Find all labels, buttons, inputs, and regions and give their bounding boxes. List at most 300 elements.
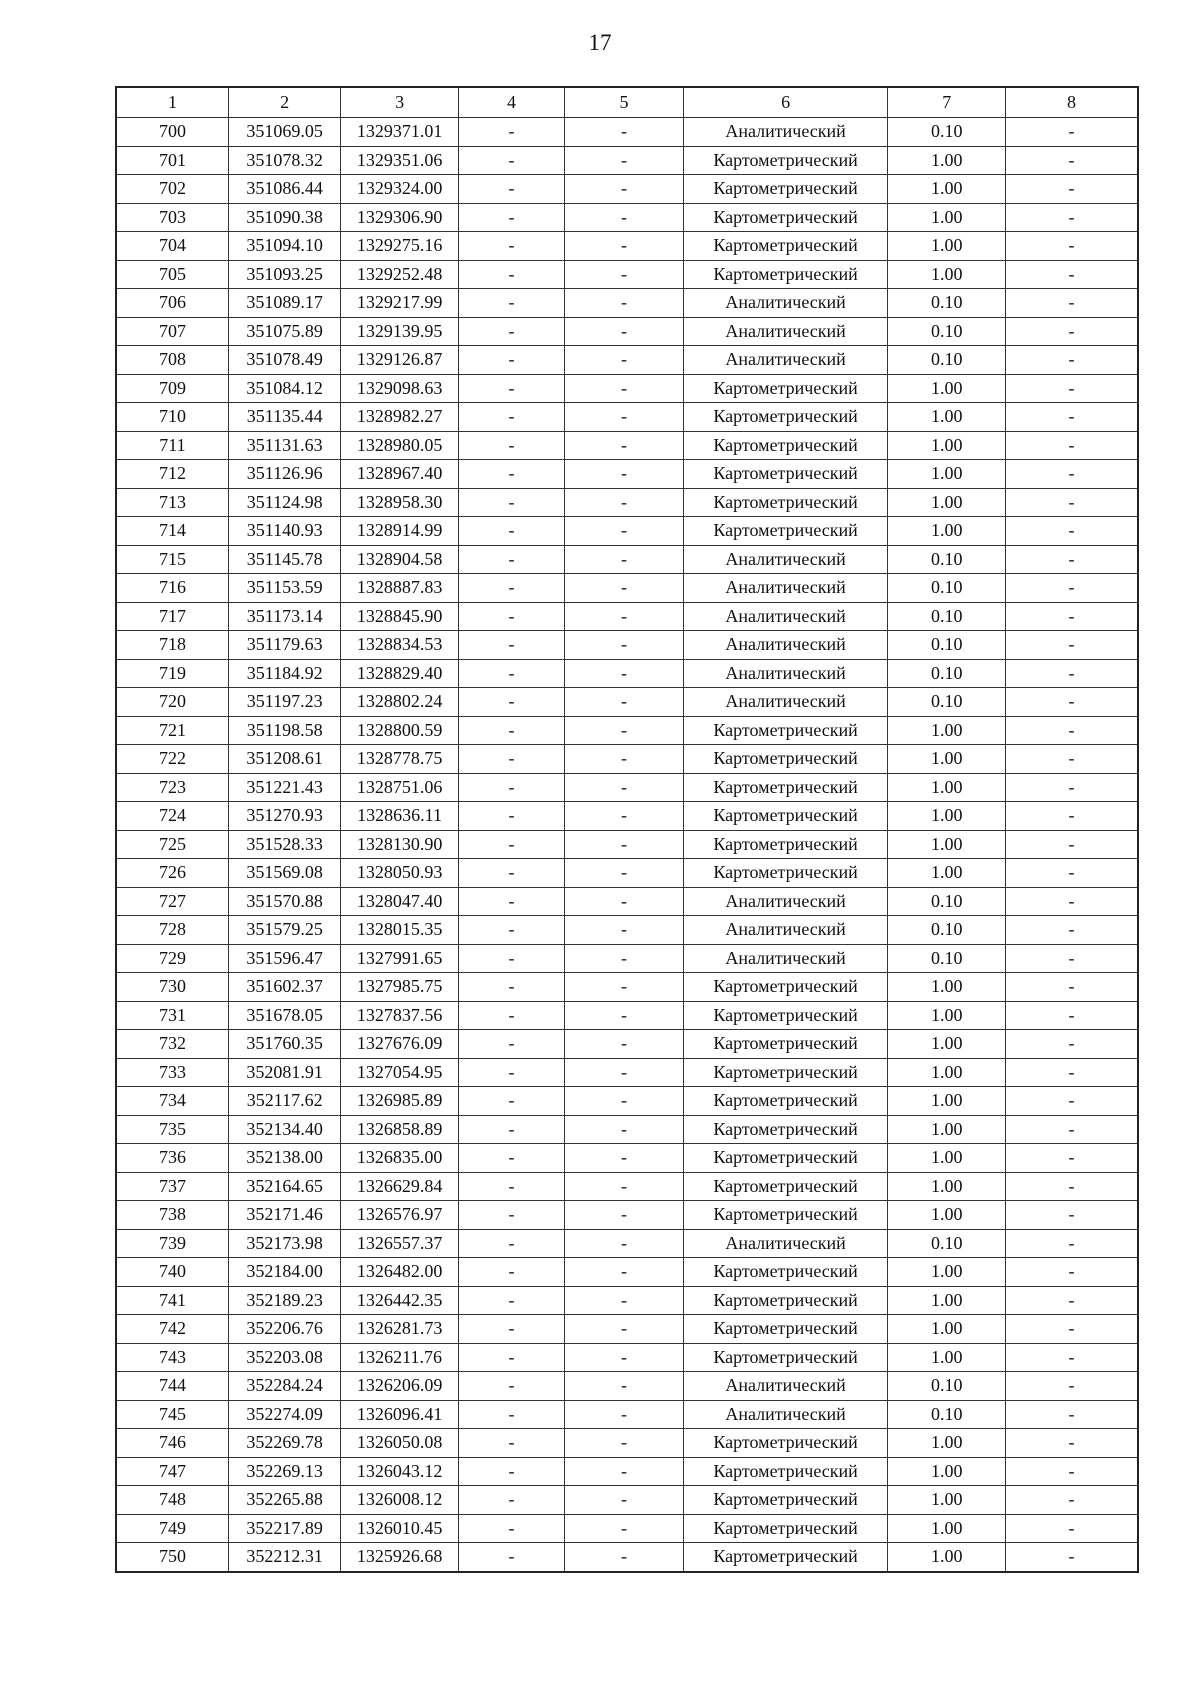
column-8-cell: -: [1005, 175, 1138, 204]
point-number-cell: 750: [116, 1543, 228, 1572]
y-coordinate-cell: 1329252.48: [341, 260, 458, 289]
column-5-cell: -: [565, 175, 683, 204]
method-cell: Картометрический: [683, 1058, 888, 1087]
column-8-cell: -: [1005, 346, 1138, 375]
column-4-cell: -: [458, 1229, 564, 1258]
x-coordinate-cell: 351208.61: [228, 745, 340, 774]
table-row: [116, 346, 1138, 375]
point-number-cell: 731: [116, 1001, 228, 1030]
x-coordinate-cell: 351131.63: [228, 431, 340, 460]
column-5-cell: -: [565, 944, 683, 973]
column-5-cell: -: [565, 1343, 683, 1372]
table-row: [116, 830, 1138, 859]
accuracy-cell: 1.00: [888, 260, 1005, 289]
accuracy-cell: 1.00: [888, 374, 1005, 403]
table-row: [116, 1286, 1138, 1315]
method-cell: Картометрический: [683, 1514, 888, 1543]
table-row: [116, 1343, 1138, 1372]
column-5-cell: -: [565, 830, 683, 859]
column-8-cell: -: [1005, 1486, 1138, 1515]
method-cell: Аналитический: [683, 602, 888, 631]
column-8-cell: -: [1005, 488, 1138, 517]
table-row: [116, 1429, 1138, 1458]
x-coordinate-cell: 351089.17: [228, 289, 340, 318]
column-header-2: 2: [228, 87, 340, 118]
table-row: [116, 118, 1138, 147]
column-4-cell: -: [458, 488, 564, 517]
table-row: [116, 1058, 1138, 1087]
y-coordinate-cell: 1326211.76: [341, 1343, 458, 1372]
column-8-cell: -: [1005, 1429, 1138, 1458]
column-8-cell: -: [1005, 659, 1138, 688]
column-5-cell: -: [565, 1457, 683, 1486]
method-cell: Картометрический: [683, 374, 888, 403]
column-8-cell: -: [1005, 1144, 1138, 1173]
accuracy-cell: 0.10: [888, 1372, 1005, 1401]
y-coordinate-cell: 1328800.59: [341, 716, 458, 745]
method-cell: Аналитический: [683, 574, 888, 603]
x-coordinate-cell: 352171.46: [228, 1201, 340, 1230]
column-4-cell: -: [458, 1457, 564, 1486]
column-8-cell: -: [1005, 1115, 1138, 1144]
x-coordinate-cell: 352184.00: [228, 1258, 340, 1287]
point-number-cell: 748: [116, 1486, 228, 1515]
accuracy-cell: 1.00: [888, 1201, 1005, 1230]
accuracy-cell: 0.10: [888, 887, 1005, 916]
point-number-cell: 709: [116, 374, 228, 403]
column-5-cell: -: [565, 1229, 683, 1258]
column-8-cell: -: [1005, 1543, 1138, 1572]
accuracy-cell: 1.00: [888, 1144, 1005, 1173]
y-coordinate-cell: 1328015.35: [341, 916, 458, 945]
column-5-cell: -: [565, 1429, 683, 1458]
x-coordinate-cell: 351579.25: [228, 916, 340, 945]
y-coordinate-cell: 1329217.99: [341, 289, 458, 318]
point-number-cell: 733: [116, 1058, 228, 1087]
accuracy-cell: 1.00: [888, 146, 1005, 175]
y-coordinate-cell: 1329324.00: [341, 175, 458, 204]
point-number-cell: 705: [116, 260, 228, 289]
column-8-cell: -: [1005, 574, 1138, 603]
point-number-cell: 724: [116, 802, 228, 831]
column-4-cell: -: [458, 1201, 564, 1230]
column-8-cell: -: [1005, 859, 1138, 888]
x-coordinate-cell: 351126.96: [228, 460, 340, 489]
column-4-cell: -: [458, 631, 564, 660]
point-number-cell: 712: [116, 460, 228, 489]
column-8-cell: -: [1005, 773, 1138, 802]
column-5-cell: -: [565, 631, 683, 660]
table-row: [116, 574, 1138, 603]
column-4-cell: -: [458, 1172, 564, 1201]
method-cell: Картометрический: [683, 260, 888, 289]
column-4-cell: -: [458, 1429, 564, 1458]
point-number-cell: 738: [116, 1201, 228, 1230]
column-4-cell: -: [458, 232, 564, 261]
column-8-cell: -: [1005, 944, 1138, 973]
accuracy-cell: 1.00: [888, 716, 1005, 745]
column-4-cell: -: [458, 260, 564, 289]
point-number-cell: 704: [116, 232, 228, 261]
table-row: [116, 203, 1138, 232]
method-cell: Картометрический: [683, 1286, 888, 1315]
column-8-cell: -: [1005, 146, 1138, 175]
table-row: [116, 232, 1138, 261]
column-8-cell: -: [1005, 1087, 1138, 1116]
x-coordinate-cell: 352212.31: [228, 1543, 340, 1572]
column-8-cell: -: [1005, 431, 1138, 460]
table-row: [116, 973, 1138, 1002]
column-8-cell: -: [1005, 317, 1138, 346]
method-cell: Аналитический: [683, 944, 888, 973]
column-4-cell: -: [458, 1315, 564, 1344]
method-cell: Аналитический: [683, 1372, 888, 1401]
accuracy-cell: 1.00: [888, 1457, 1005, 1486]
point-number-cell: 729: [116, 944, 228, 973]
point-number-cell: 716: [116, 574, 228, 603]
column-header-4: 4: [458, 87, 564, 118]
x-coordinate-cell: 351093.25: [228, 260, 340, 289]
column-5-cell: -: [565, 602, 683, 631]
table-row: [116, 1172, 1138, 1201]
x-coordinate-cell: 351124.98: [228, 488, 340, 517]
y-coordinate-cell: 1328982.27: [341, 403, 458, 432]
accuracy-cell: 1.00: [888, 1286, 1005, 1315]
y-coordinate-cell: 1327837.56: [341, 1001, 458, 1030]
point-number-cell: 746: [116, 1429, 228, 1458]
column-8-cell: -: [1005, 517, 1138, 546]
table-row: [116, 1315, 1138, 1344]
accuracy-cell: 1.00: [888, 773, 1005, 802]
y-coordinate-cell: 1329306.90: [341, 203, 458, 232]
column-5-cell: -: [565, 118, 683, 147]
column-4-cell: -: [458, 431, 564, 460]
x-coordinate-cell: 352081.91: [228, 1058, 340, 1087]
column-4-cell: -: [458, 545, 564, 574]
method-cell: Картометрический: [683, 1172, 888, 1201]
column-5-cell: -: [565, 1372, 683, 1401]
table-row: [116, 1087, 1138, 1116]
column-8-cell: -: [1005, 887, 1138, 916]
method-cell: Картометрический: [683, 403, 888, 432]
method-cell: Картометрический: [683, 1030, 888, 1059]
table-row: [116, 1001, 1138, 1030]
table-row: [116, 716, 1138, 745]
point-number-cell: 741: [116, 1286, 228, 1315]
method-cell: Картометрический: [683, 517, 888, 546]
x-coordinate-cell: 352203.08: [228, 1343, 340, 1372]
column-5-cell: -: [565, 1486, 683, 1515]
y-coordinate-cell: 1328636.11: [341, 802, 458, 831]
y-coordinate-cell: 1328887.83: [341, 574, 458, 603]
method-cell: Аналитический: [683, 289, 888, 318]
column-8-cell: -: [1005, 1258, 1138, 1287]
y-coordinate-cell: 1328829.40: [341, 659, 458, 688]
method-cell: Картометрический: [683, 1201, 888, 1230]
column-4-cell: -: [458, 1258, 564, 1287]
x-coordinate-cell: 351197.23: [228, 688, 340, 717]
table-row: [116, 631, 1138, 660]
table-row: [116, 517, 1138, 546]
x-coordinate-cell: 351221.43: [228, 773, 340, 802]
point-number-cell: 735: [116, 1115, 228, 1144]
y-coordinate-cell: 1326281.73: [341, 1315, 458, 1344]
column-5-cell: -: [565, 574, 683, 603]
x-coordinate-cell: 351094.10: [228, 232, 340, 261]
x-coordinate-cell: 351184.92: [228, 659, 340, 688]
accuracy-cell: 1.00: [888, 1315, 1005, 1344]
point-number-cell: 728: [116, 916, 228, 945]
method-cell: Картометрический: [683, 1343, 888, 1372]
point-number-cell: 721: [116, 716, 228, 745]
table-row: [116, 1372, 1138, 1401]
column-8-cell: -: [1005, 1400, 1138, 1429]
x-coordinate-cell: 351078.32: [228, 146, 340, 175]
column-5-cell: -: [565, 146, 683, 175]
x-coordinate-cell: 351135.44: [228, 403, 340, 432]
table-row: [116, 887, 1138, 916]
column-4-cell: -: [458, 1486, 564, 1515]
table-row: [116, 260, 1138, 289]
column-5-cell: -: [565, 973, 683, 1002]
column-5-cell: -: [565, 431, 683, 460]
column-4-cell: -: [458, 716, 564, 745]
point-number-cell: 745: [116, 1400, 228, 1429]
table-row: [116, 1030, 1138, 1059]
column-5-cell: -: [565, 859, 683, 888]
column-4-cell: -: [458, 944, 564, 973]
method-cell: Аналитический: [683, 887, 888, 916]
table-row: [116, 374, 1138, 403]
method-cell: Картометрический: [683, 1144, 888, 1173]
y-coordinate-cell: 1326557.37: [341, 1229, 458, 1258]
table-row: [116, 488, 1138, 517]
column-4-cell: -: [458, 317, 564, 346]
method-cell: Картометрический: [683, 460, 888, 489]
y-coordinate-cell: 1329126.87: [341, 346, 458, 375]
accuracy-cell: 1.00: [888, 1030, 1005, 1059]
accuracy-cell: 1.00: [888, 1058, 1005, 1087]
y-coordinate-cell: 1326576.97: [341, 1201, 458, 1230]
y-coordinate-cell: 1326482.00: [341, 1258, 458, 1287]
table-row: [116, 916, 1138, 945]
y-coordinate-cell: 1326985.89: [341, 1087, 458, 1116]
accuracy-cell: 1.00: [888, 1115, 1005, 1144]
column-4-cell: -: [458, 517, 564, 546]
column-4-cell: -: [458, 203, 564, 232]
x-coordinate-cell: 352117.62: [228, 1087, 340, 1116]
column-8-cell: -: [1005, 916, 1138, 945]
x-coordinate-cell: 352274.09: [228, 1400, 340, 1429]
method-cell: Картометрический: [683, 1115, 888, 1144]
column-4-cell: -: [458, 1514, 564, 1543]
column-4-cell: -: [458, 745, 564, 774]
table-row: [116, 1400, 1138, 1429]
column-8-cell: -: [1005, 403, 1138, 432]
table-row: [116, 289, 1138, 318]
column-4-cell: -: [458, 1030, 564, 1059]
accuracy-cell: 0.10: [888, 1400, 1005, 1429]
method-cell: Аналитический: [683, 317, 888, 346]
point-number-cell: 727: [116, 887, 228, 916]
column-8-cell: -: [1005, 830, 1138, 859]
column-5-cell: -: [565, 374, 683, 403]
accuracy-cell: 1.00: [888, 973, 1005, 1002]
y-coordinate-cell: 1326206.09: [341, 1372, 458, 1401]
column-5-cell: -: [565, 346, 683, 375]
y-coordinate-cell: 1325926.68: [341, 1543, 458, 1572]
accuracy-cell: 1.00: [888, 517, 1005, 546]
y-coordinate-cell: 1328904.58: [341, 545, 458, 574]
y-coordinate-cell: 1329351.06: [341, 146, 458, 175]
accuracy-cell: 0.10: [888, 346, 1005, 375]
point-number-cell: 747: [116, 1457, 228, 1486]
point-number-cell: 700: [116, 118, 228, 147]
column-8-cell: -: [1005, 260, 1138, 289]
x-coordinate-cell: 352138.00: [228, 1144, 340, 1173]
table-row: [116, 745, 1138, 774]
method-cell: Аналитический: [683, 659, 888, 688]
point-number-cell: 711: [116, 431, 228, 460]
column-4-cell: -: [458, 1058, 564, 1087]
column-4-cell: -: [458, 688, 564, 717]
column-4-cell: -: [458, 146, 564, 175]
column-header-7: 7: [888, 87, 1005, 118]
y-coordinate-cell: 1326010.45: [341, 1514, 458, 1543]
table-row: [116, 175, 1138, 204]
column-8-cell: -: [1005, 1201, 1138, 1230]
accuracy-cell: 1.00: [888, 1258, 1005, 1287]
y-coordinate-cell: 1328834.53: [341, 631, 458, 660]
y-coordinate-cell: 1327991.65: [341, 944, 458, 973]
column-4-cell: -: [458, 574, 564, 603]
column-5-cell: -: [565, 1144, 683, 1173]
x-coordinate-cell: 352134.40: [228, 1115, 340, 1144]
table-row: [116, 688, 1138, 717]
x-coordinate-cell: 352265.88: [228, 1486, 340, 1515]
point-number-cell: 715: [116, 545, 228, 574]
column-4-cell: -: [458, 1372, 564, 1401]
method-cell: Аналитический: [683, 1400, 888, 1429]
accuracy-cell: 0.10: [888, 916, 1005, 945]
accuracy-cell: 1.00: [888, 431, 1005, 460]
accuracy-cell: 1.00: [888, 232, 1005, 261]
column-5-cell: -: [565, 232, 683, 261]
y-coordinate-cell: 1329098.63: [341, 374, 458, 403]
table-row: [116, 659, 1138, 688]
accuracy-cell: 1.00: [888, 859, 1005, 888]
x-coordinate-cell: 351084.12: [228, 374, 340, 403]
method-cell: Картометрический: [683, 1001, 888, 1030]
x-coordinate-cell: 352284.24: [228, 1372, 340, 1401]
column-4-cell: -: [458, 773, 564, 802]
y-coordinate-cell: 1328802.24: [341, 688, 458, 717]
column-8-cell: -: [1005, 631, 1138, 660]
point-number-cell: 742: [116, 1315, 228, 1344]
y-coordinate-cell: 1327676.09: [341, 1030, 458, 1059]
point-number-cell: 714: [116, 517, 228, 546]
column-5-cell: -: [565, 203, 683, 232]
method-cell: Картометрический: [683, 859, 888, 888]
x-coordinate-cell: 351173.14: [228, 602, 340, 631]
column-5-cell: -: [565, 1286, 683, 1315]
x-coordinate-cell: 352164.65: [228, 1172, 340, 1201]
method-cell: Аналитический: [683, 631, 888, 660]
column-4-cell: -: [458, 1343, 564, 1372]
column-8-cell: -: [1005, 374, 1138, 403]
x-coordinate-cell: 351569.08: [228, 859, 340, 888]
method-cell: Картометрический: [683, 745, 888, 774]
column-4-cell: -: [458, 403, 564, 432]
x-coordinate-cell: 352173.98: [228, 1229, 340, 1258]
column-4-cell: -: [458, 118, 564, 147]
column-header-8: 8: [1005, 87, 1138, 118]
accuracy-cell: 1.00: [888, 1343, 1005, 1372]
y-coordinate-cell: 1328050.93: [341, 859, 458, 888]
column-4-cell: -: [458, 659, 564, 688]
point-number-cell: 722: [116, 745, 228, 774]
column-4-cell: -: [458, 1543, 564, 1572]
method-cell: Картометрический: [683, 802, 888, 831]
column-8-cell: -: [1005, 1286, 1138, 1315]
table-row: [116, 859, 1138, 888]
point-number-cell: 726: [116, 859, 228, 888]
y-coordinate-cell: 1326043.12: [341, 1457, 458, 1486]
method-cell: Аналитический: [683, 346, 888, 375]
column-5-cell: -: [565, 1400, 683, 1429]
table-row: [116, 1115, 1138, 1144]
point-number-cell: 723: [116, 773, 228, 802]
column-5-cell: -: [565, 1172, 683, 1201]
column-8-cell: -: [1005, 545, 1138, 574]
point-number-cell: 702: [116, 175, 228, 204]
table-row: [116, 317, 1138, 346]
column-4-cell: -: [458, 1286, 564, 1315]
x-coordinate-cell: 351090.38: [228, 203, 340, 232]
x-coordinate-cell: 351086.44: [228, 175, 340, 204]
table-row: [116, 773, 1138, 802]
x-coordinate-cell: 352189.23: [228, 1286, 340, 1315]
table-row: [116, 146, 1138, 175]
table-row: [116, 1229, 1138, 1258]
column-5-cell: -: [565, 317, 683, 346]
method-cell: Аналитический: [683, 545, 888, 574]
accuracy-cell: 1.00: [888, 1486, 1005, 1515]
accuracy-cell: 1.00: [888, 802, 1005, 831]
accuracy-cell: 1.00: [888, 1514, 1005, 1543]
table-body: [116, 118, 1138, 1572]
column-4-cell: -: [458, 1001, 564, 1030]
y-coordinate-cell: 1328845.90: [341, 602, 458, 631]
method-cell: Картометрический: [683, 973, 888, 1002]
column-4-cell: -: [458, 887, 564, 916]
column-8-cell: -: [1005, 1457, 1138, 1486]
column-4-cell: -: [458, 289, 564, 318]
accuracy-cell: 1.00: [888, 745, 1005, 774]
method-cell: Аналитический: [683, 118, 888, 147]
column-5-cell: -: [565, 460, 683, 489]
column-8-cell: -: [1005, 688, 1138, 717]
method-cell: Картометрический: [683, 1087, 888, 1116]
table-row: [116, 431, 1138, 460]
accuracy-cell: 1.00: [888, 830, 1005, 859]
column-5-cell: -: [565, 545, 683, 574]
column-4-cell: -: [458, 830, 564, 859]
accuracy-cell: 1.00: [888, 1087, 1005, 1116]
column-8-cell: -: [1005, 1058, 1138, 1087]
y-coordinate-cell: 1329275.16: [341, 232, 458, 261]
y-coordinate-cell: 1327054.95: [341, 1058, 458, 1087]
